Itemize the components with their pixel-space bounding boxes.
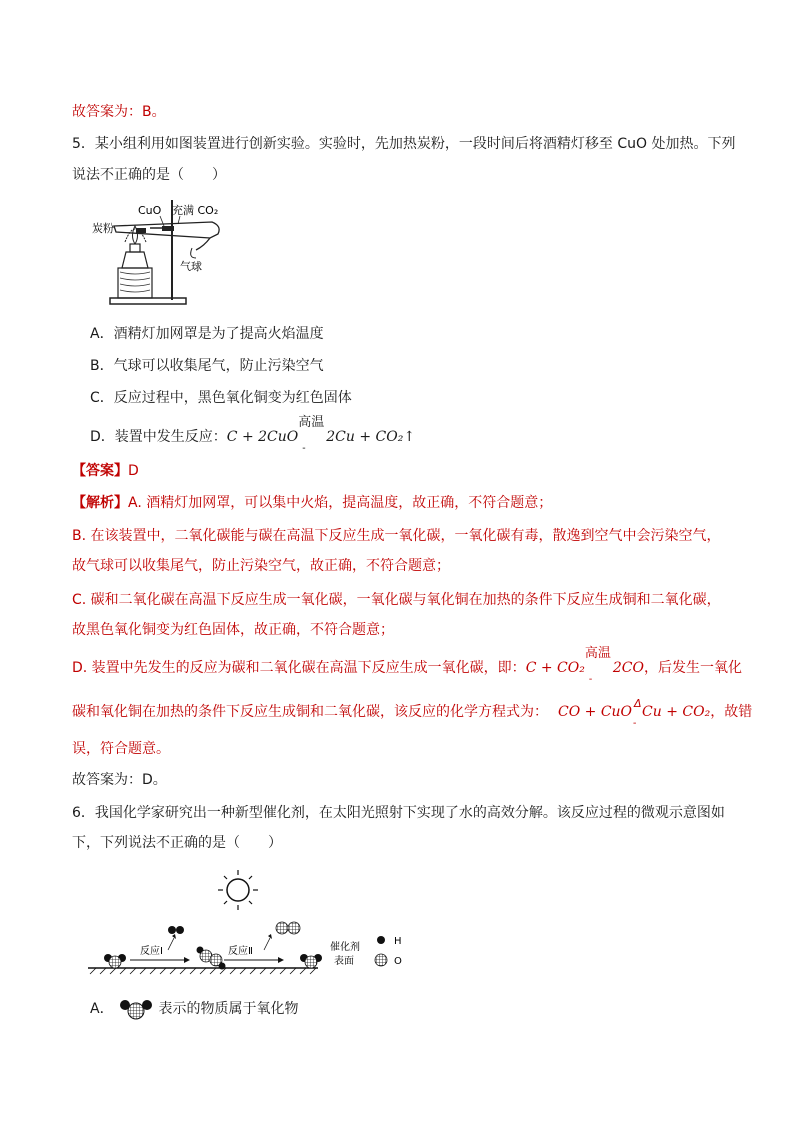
q5-stem-line2: 说法不正确的是（ ） xyxy=(72,167,226,183)
analysis-d1-formula-left: C + CO₂ xyxy=(525,660,585,676)
water-molecule-icon xyxy=(118,998,154,1020)
label-catalyst: 催化剂 xyxy=(330,942,360,953)
analysis-tag: 【解析】 xyxy=(72,495,128,511)
label-reaction-1: 反应Ⅰ xyxy=(140,946,163,957)
q6-option-a xyxy=(90,998,298,1020)
q5-option-c: C．反应过程中，黑色氧化铜变为红色固体 xyxy=(90,390,352,406)
water-molecule xyxy=(104,954,126,968)
analysis-d2-formula-right: Cu + CO₂ xyxy=(642,704,711,720)
q5-analysis-b1: B. 在该装置中，二氧化碳能与碳在高温下反应生成一氧化碳，一氧化碳有毒，散逸到空气中会污染空气， xyxy=(72,528,721,544)
q5-option-b: B．气球可以收集尾气，防止污染空气 xyxy=(90,358,324,374)
q5-option-d-condition: 高温 xyxy=(298,415,325,430)
analysis-d1-tail: ，后发生一氧化 xyxy=(643,660,742,676)
label-balloon: 气球 xyxy=(180,260,202,273)
carbon-powder xyxy=(136,228,146,233)
q6-option-a-prefix: A． xyxy=(90,1001,114,1017)
answer-value: D xyxy=(128,463,139,479)
q5-option-a: A．酒精灯加网罩是为了提高火焰温度 xyxy=(90,326,324,342)
q5-apparatus-figure xyxy=(92,198,232,308)
q5-analysis-d3: 误，符合题意。 xyxy=(72,741,170,757)
legend-o-label: O xyxy=(394,956,402,967)
q5-option-d-prefix: D．装置中发生反应： xyxy=(90,429,227,445)
q5-option-d-formula-left: C + 2CuO xyxy=(226,429,299,445)
analysis-d1-text: D. 装置中先发生的反应为碳和二氧化碳在高温下反应生成一氧化碳，即： xyxy=(72,660,526,676)
q5-stem-line1: 5．某小组利用如图装置进行创新实验。实验时，先加热炭粉，一段时间后将酒精灯移至 CuO 处加热。下列 xyxy=(72,136,736,152)
label-surface: 表面 xyxy=(334,956,354,967)
q5-analysis-a xyxy=(72,494,552,512)
hydrogen-peroxide-molecule xyxy=(197,947,226,970)
legend-h-atom xyxy=(377,936,385,944)
legend-o-atom xyxy=(375,954,387,966)
sun-icon xyxy=(218,870,258,910)
q6-reaction-diagram xyxy=(88,866,418,976)
q5-option-d-formula-right: 2Cu + CO₂↑ xyxy=(326,429,416,445)
q5-analysis-c2: 故黑色氧化铜变为红色固体，故正确，不符合题意； xyxy=(72,622,394,638)
label-co2: 充满 CO₂ xyxy=(172,204,219,217)
analysis-d1-formula-right: 2CO xyxy=(612,660,644,676)
q5-analysis-d1: D. 装置中先发生的反应为碳和二氧化碳在高温下反应生成一氧化碳，即：C + CO₂ 高温 - 2CO，后发生一氧化 xyxy=(72,646,742,685)
q6-stem-line1: 6．我国化学家研究出一种新型催化剂，在太阳光照射下实现了水的高效分解。该反应过程的微观示意图如 xyxy=(72,805,725,821)
q5-analysis-d2: 碳和氧化铜在加热的条件下反应生成铜和二氧化碳，该反应的化学方程式为： CO + CuO Δ - Cu + CO₂，故错 xyxy=(72,697,753,729)
analysis-d2-text: 碳和氧化铜在加热的条件下反应生成铜和二氧化碳，该反应的化学方程式为： xyxy=(72,704,548,720)
analysis-d2-formula-left: CO + CuO xyxy=(558,704,633,720)
q5-final-answer: 故答案为：D。 xyxy=(72,772,167,788)
q5-option-d: D．装置中发生反应：C + 2CuO 高温 - 2Cu + CO₂↑ xyxy=(90,415,416,454)
q5-answer xyxy=(72,462,139,480)
wooden-block xyxy=(118,268,152,298)
label-carbon: 炭粉 xyxy=(92,222,114,235)
analysis-d1-condition: 高温 xyxy=(584,646,611,661)
q4-final-answer: 故答案为：B。 xyxy=(72,104,166,120)
q5-analysis-c1: C. 碳和二氧化碳在高温下反应生成一氧化碳，一氧化碳与氧化铜在加热的条件下反应生成铜和二氧化碳， xyxy=(72,592,721,608)
analysis-d2-condition: Δ xyxy=(634,697,642,710)
q6-stem-line2: 下，下列说法不正确的是（ ） xyxy=(72,835,282,851)
label-cuo: CuO xyxy=(138,204,162,217)
answer-tag: 【答案】 xyxy=(72,463,128,479)
label-reaction-2: 反应Ⅱ xyxy=(228,946,253,957)
analysis-a-text: A. 酒精灯加网罩，可以集中火焰，提高温度，故正确，不符合题意； xyxy=(128,495,553,511)
catalyst-surface xyxy=(88,968,318,974)
analysis-d2-tail: ，故错 xyxy=(710,704,753,720)
cuo-powder xyxy=(162,226,174,231)
q6-option-a-text: 表示的物质属于氧化物 xyxy=(158,1001,299,1017)
q5-analysis-b2: 故气球可以收集尾气，防止污染空气，故正确，不符合题意； xyxy=(72,558,450,574)
legend-h-label: H xyxy=(394,936,402,947)
